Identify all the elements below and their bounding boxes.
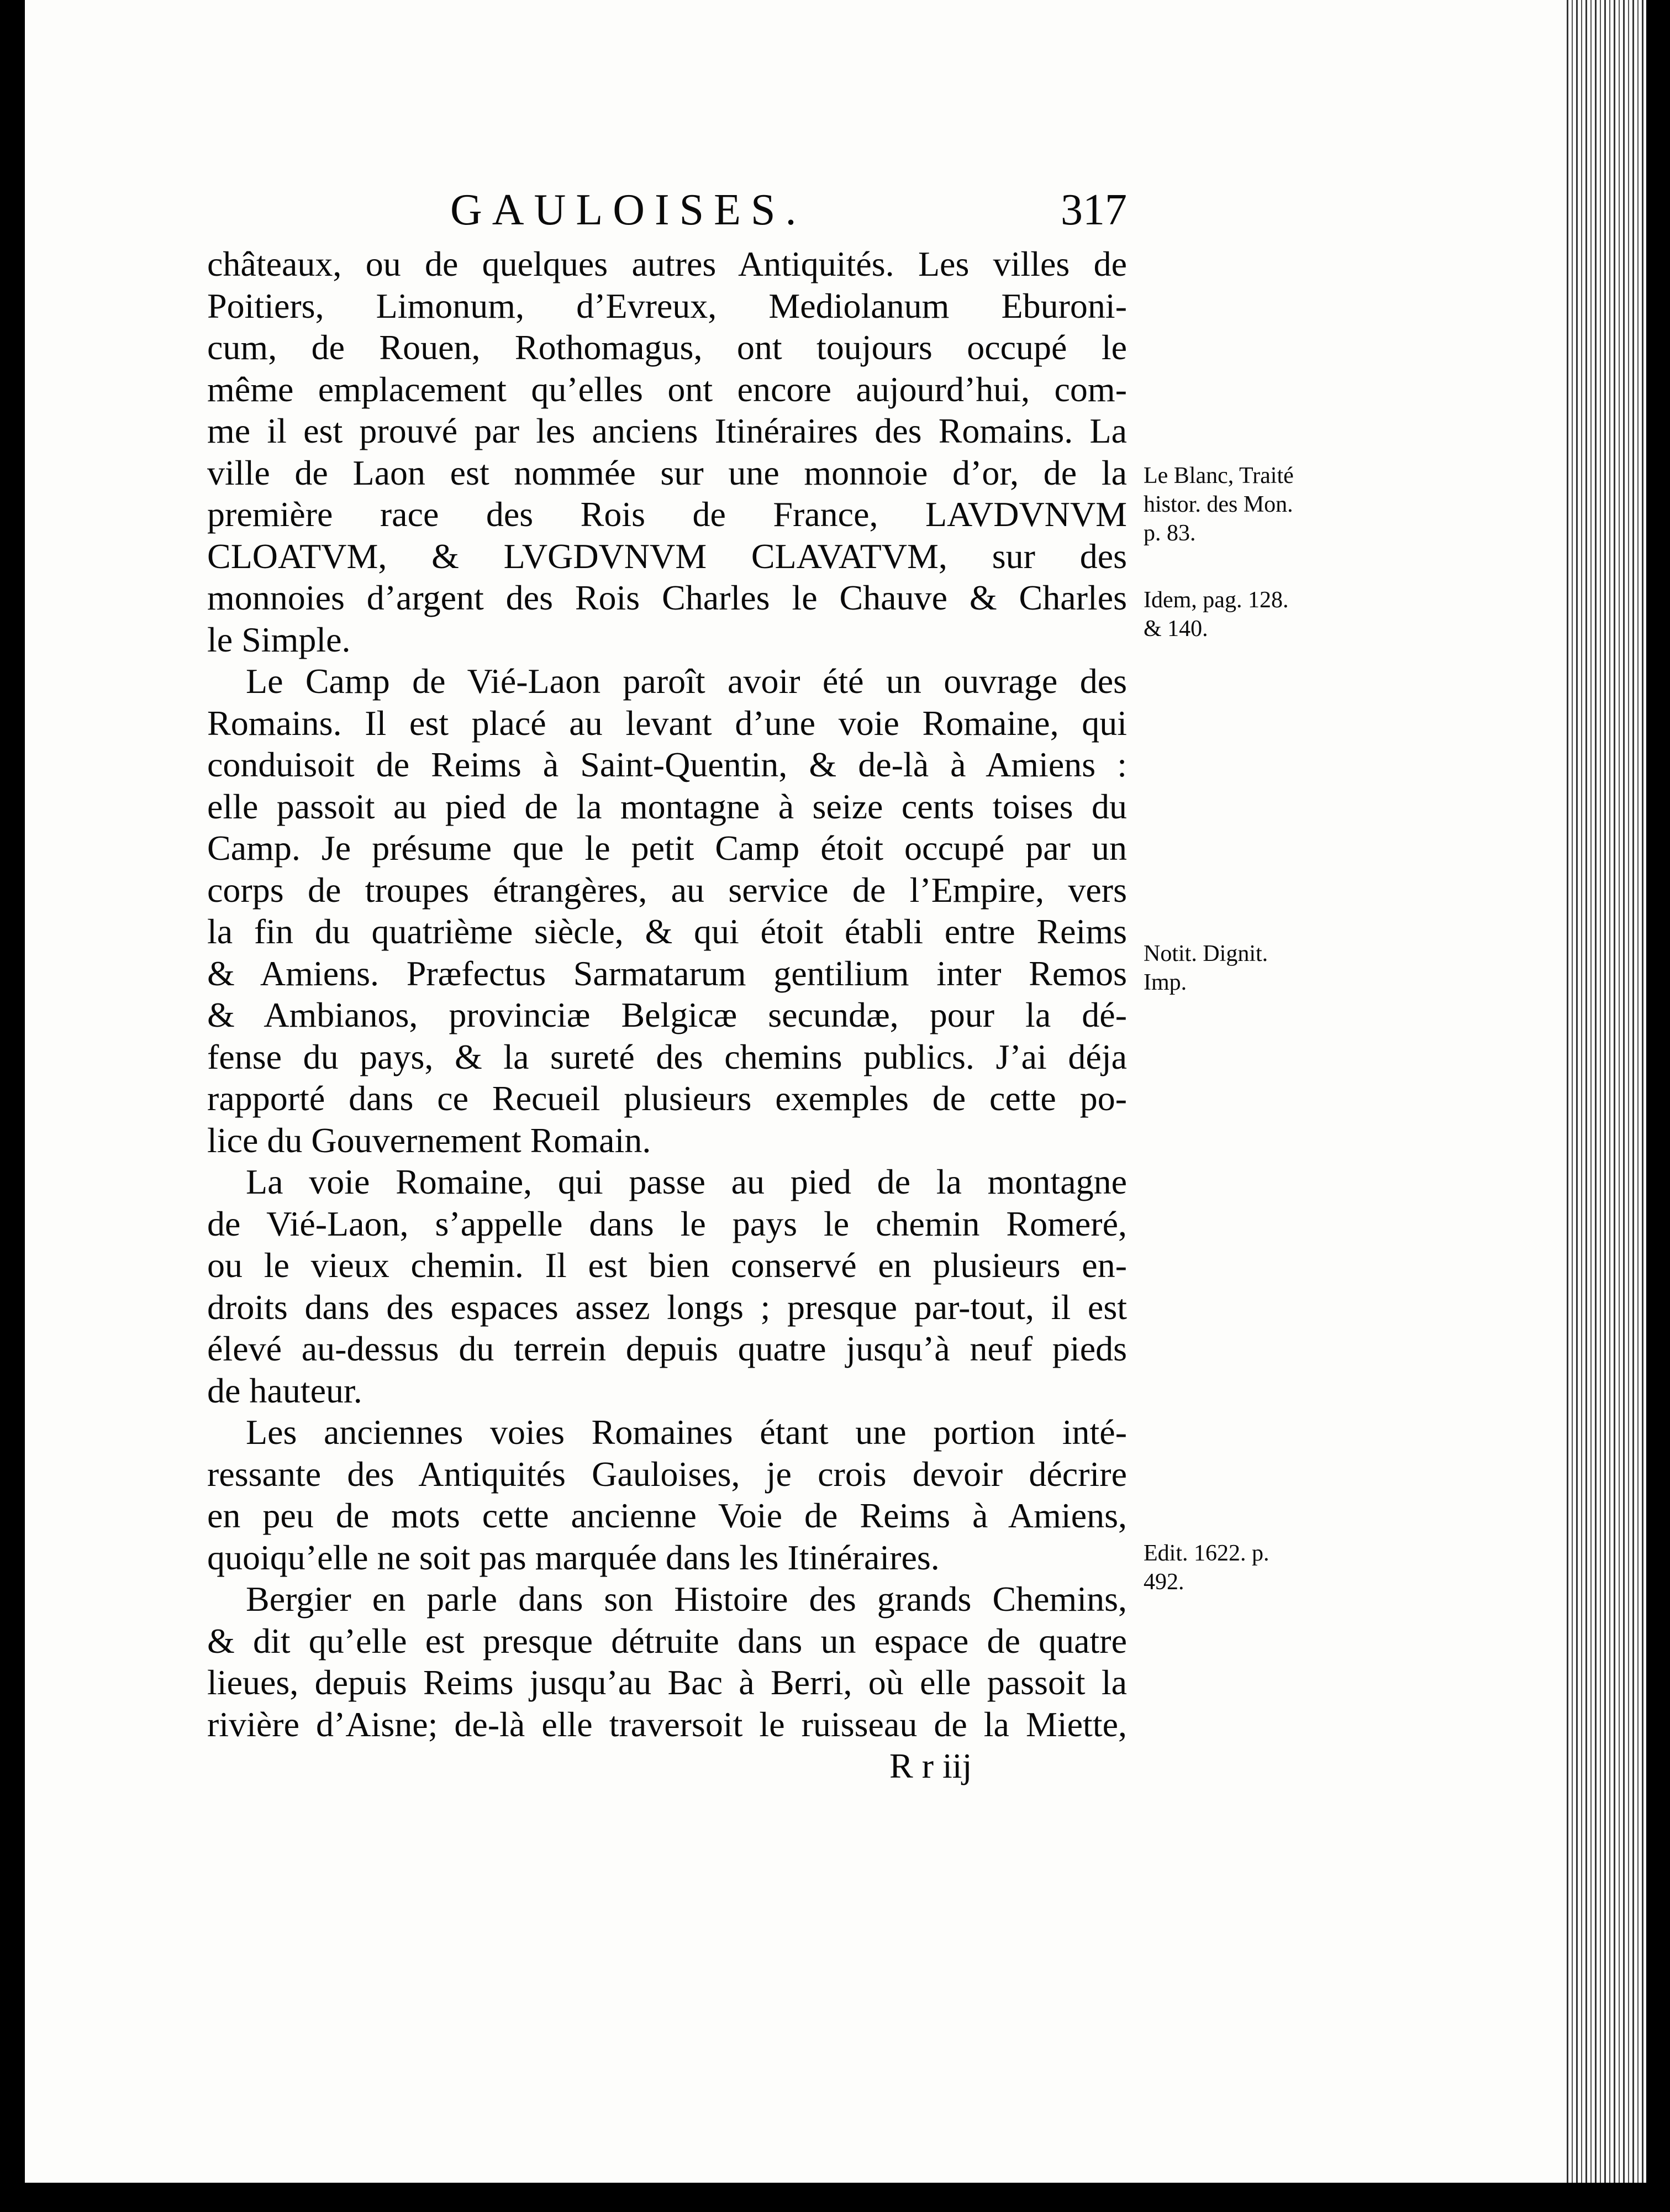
text-line: élevé au-dessus du terrein depuis quatre jusqu’à neuf pieds	[207, 1329, 1127, 1368]
text-line: lice du Gouvernement Romain.	[207, 1120, 651, 1160]
page-header	[207, 182, 1127, 249]
margin-note	[1144, 1539, 1326, 1596]
text-line: première race des Rois de France, LAVDVNVM	[207, 495, 1127, 534]
margin-note-line: Notit. Dignit.	[1144, 941, 1268, 966]
text-line: châteaux, ou de quelques autres Antiquités. Les villes de	[207, 244, 1127, 283]
text-line: La voie Romaine, qui passe au pied de la montagne	[246, 1162, 1127, 1201]
margin-note-line: histor. des Mon.	[1144, 492, 1293, 517]
page-number: 317	[1061, 186, 1127, 234]
text-line: quoiqu’elle ne soit pas marquée dans les Itinéraires.	[207, 1537, 940, 1577]
text-line: Camp. Je présume que le petit Camp étoit occupé par un	[207, 828, 1127, 868]
margin-note	[1144, 586, 1326, 643]
text-line: de Vié-Laon, s’appelle dans le pays le chemin Romeré,	[207, 1204, 1127, 1243]
running-title: GAULOISES.	[450, 186, 807, 234]
text-line: Bergier en parle dans son Histoire des grands Chemins,	[246, 1579, 1127, 1619]
text-line: & Amiens. Præfectus Sarmatarum gentilium inter Remos	[207, 953, 1127, 993]
text-line: rivière d’Aisne; de-là elle traversoit le ruisseau de la Miette,	[207, 1704, 1127, 1744]
text-line: ville de Laon est nommée sur une monnoie d’or, de la	[207, 453, 1127, 492]
margin-note-line: Idem, pag. 128.	[1144, 587, 1289, 613]
signature-mark: R r iij	[889, 1746, 972, 1785]
text-line: elle passoit au pied de la montagne à seize cents toises du	[207, 786, 1127, 826]
text-line: lieues, depuis Reims jusqu’au Bac à Berri, où elle passoit la	[207, 1663, 1127, 1702]
text-line: droits dans des espaces assez longs ; presque par-tout, il est	[207, 1287, 1127, 1327]
text-line: Le Camp de Vié-Laon paroît avoir été un ouvrage des	[246, 661, 1127, 701]
text-line: fense du pays, & la sureté des chemins publics. J’ai déja	[207, 1037, 1127, 1076]
text-line: & dit qu’elle est presque détruite dans un espace de quatre	[207, 1621, 1127, 1661]
margin-note	[1144, 939, 1326, 997]
margin-note-line: Edit. 1622. p.	[1144, 1541, 1269, 1566]
text-line: le Simple.	[207, 619, 351, 659]
margin-note-line: & 140.	[1144, 616, 1208, 642]
text-line: CLOATVM, & LVGDVNVM CLAVATVM, sur des	[207, 536, 1127, 576]
text-line: conduisoit de Reims à Saint-Quentin, & de-là à Amiens :	[207, 745, 1127, 784]
text-line: me il est prouvé par les anciens Itinéraires des Romains. La	[207, 411, 1127, 450]
margin-note-line: Le Blanc, Traité	[1144, 463, 1294, 488]
text-line: ou le vieux chemin. Il est bien conservé en plusieurs en-	[207, 1246, 1127, 1285]
text-line: ressante des Antiquités Gauloises, je crois devoir décrire	[207, 1454, 1127, 1494]
text-line: Poitiers, Limonum, d’Evreux, Mediolanum Eburoni-	[207, 286, 1127, 325]
body-text	[207, 243, 1127, 1787]
book-page	[25, 0, 1646, 2183]
text-line: la fin du quatrième siècle, & qui étoit établi entre Reims	[207, 912, 1127, 951]
text-line: Les anciennes voies Romaines étant une portion inté-	[246, 1412, 1127, 1452]
book-gutter-shadow	[1563, 0, 1646, 2183]
text-line: corps de troupes étrangères, au service de l’Empire, vers	[207, 870, 1127, 910]
margin-note-line: Imp.	[1144, 970, 1187, 995]
text-line: en peu de mots cette ancienne Voie de Reims à Amiens,	[207, 1496, 1127, 1535]
text-line: de hauteur.	[207, 1370, 362, 1410]
text-line: cum, de Rouen, Rothomagus, ont toujours occupé le	[207, 328, 1127, 367]
text-line: & Ambianos, provinciæ Belgicæ secundæ, pour la dé-	[207, 995, 1127, 1034]
text-line: monnoies d’argent des Rois Charles le Chauve & Charles	[207, 578, 1127, 617]
margin-note-line: p. 83.	[1144, 521, 1196, 546]
margin-note	[1144, 461, 1326, 548]
text-line: Romains. Il est placé au levant d’une voie Romaine, qui	[207, 703, 1127, 743]
margin-note-line: 492.	[1144, 1569, 1184, 1595]
text-line: rapporté dans ce Recueil plusieurs exemples de cette po-	[207, 1079, 1127, 1118]
text-line: même emplacement qu’elles ont encore aujourd’hui, com-	[207, 369, 1127, 409]
